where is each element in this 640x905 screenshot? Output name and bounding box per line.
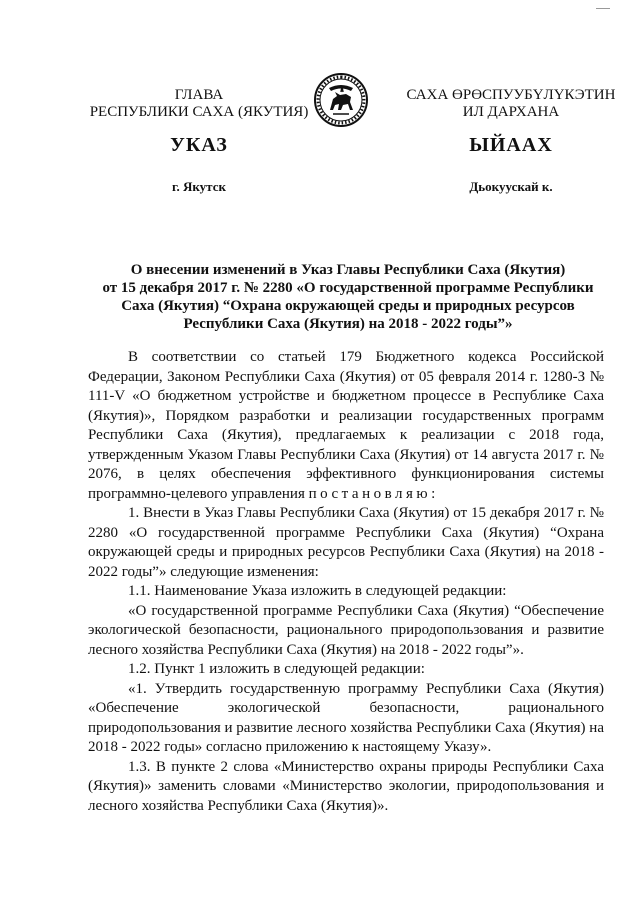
preamble-text: В соответствии со статьей 179 Бюджетного кодекса Российской Федерации, Законом Республики Саха (Якутия) от 05 февраля 2014 г. 1280-З № 111-V «О бюджетном устройстве и бюджетном процессе в Республике Саха (Якутия)», Порядком разработки и реализации государственных программ Республики Саха (Якутия), предлагаемых к реализации с 2018 года, утвержденным Указом Главы Республики Саха (Якутия) от 14 августа 2017 г. № 2076, в целях обеспечения эффективного функционирования системы программно-целевого управления (88, 349, 604, 502)
coat-of-arms-emblem-icon (313, 72, 369, 128)
document-subject (88, 261, 608, 333)
paragraph-1-2-text: «1. Утвердить государственную программу Республики Саха (Якутия) «Обеспечение экологической безопасности, рационального природопользования и развитие лесного хозяйства Республики Саха (Якутия) на 2018 - 2022 годы» согласно приложению к настоящему Указу». (88, 680, 604, 755)
header-right-line1: САХА ӨРӨСПУУБҮЛҮКЭТИН (406, 87, 616, 103)
paragraph-1: 1. Внести в Указ Главы Республики Саха (Якутия) от 15 декабря 2017 г. № 2280 «О государственной программе Республики Саха (Якутия) “Охрана окружающей среды и природных ресурсов Республики Саха (Якутия) на 2018 - 2022 годы”» следующие изменения: (88, 505, 604, 580)
preamble-resolve: постановляю: (308, 485, 439, 502)
subject-line-2: от 15 декабря 2017 г. № 2280 «О государственной программе Республики (102, 280, 594, 296)
paragraph-1-1: 1.1. Наименование Указа изложить в следующей редакции: (128, 583, 507, 599)
header-right (402, 87, 620, 121)
paragraph-preamble (88, 348, 604, 504)
subject-line-4: Республики Саха (Якутия) на 2018 - 2022 годы”» (183, 316, 513, 332)
title-left: УКАЗ (170, 134, 228, 156)
paragraph-1-3: 1.3. В пункте 2 слова «Министерство охраны природы Республики Саха (Якутия)» заменить словами «Министерство экологии, природопользования и лесного хозяйства Республики Саха (Якутия)». (88, 758, 604, 814)
title-right: ЫЙААХ (469, 134, 553, 156)
place-left: г. Якутск (172, 179, 226, 194)
header-left (88, 87, 310, 121)
scan-mark (596, 8, 610, 9)
header-left-line2: РЕСПУБЛИКИ САХА (ЯКУТИЯ) (89, 104, 309, 120)
paragraph-1-1-text: «О государственной программе Республики Саха (Якутия) “Обеспечение экологической безопасности, рационального природопользования и развитие лесного хозяйства Республики Саха (Якутия) на 2018 - 2022 годы”». (88, 602, 604, 658)
paragraph-1-2: 1.2. Пункт 1 изложить в следующей редакции: (128, 661, 425, 677)
document-body (88, 348, 604, 816)
header-left-line1: ГЛАВА (174, 87, 224, 103)
place-right: Дьокуускай к. (469, 179, 553, 194)
header-right-line2: ИЛ ДАРХАНА (462, 104, 560, 120)
subject-line-1: О внесении изменений в Указ Главы Республики Саха (Якутия) (130, 262, 566, 278)
subject-line-3: Саха (Якутия) “Охрана окружающей среды и природных ресурсов (121, 298, 575, 314)
